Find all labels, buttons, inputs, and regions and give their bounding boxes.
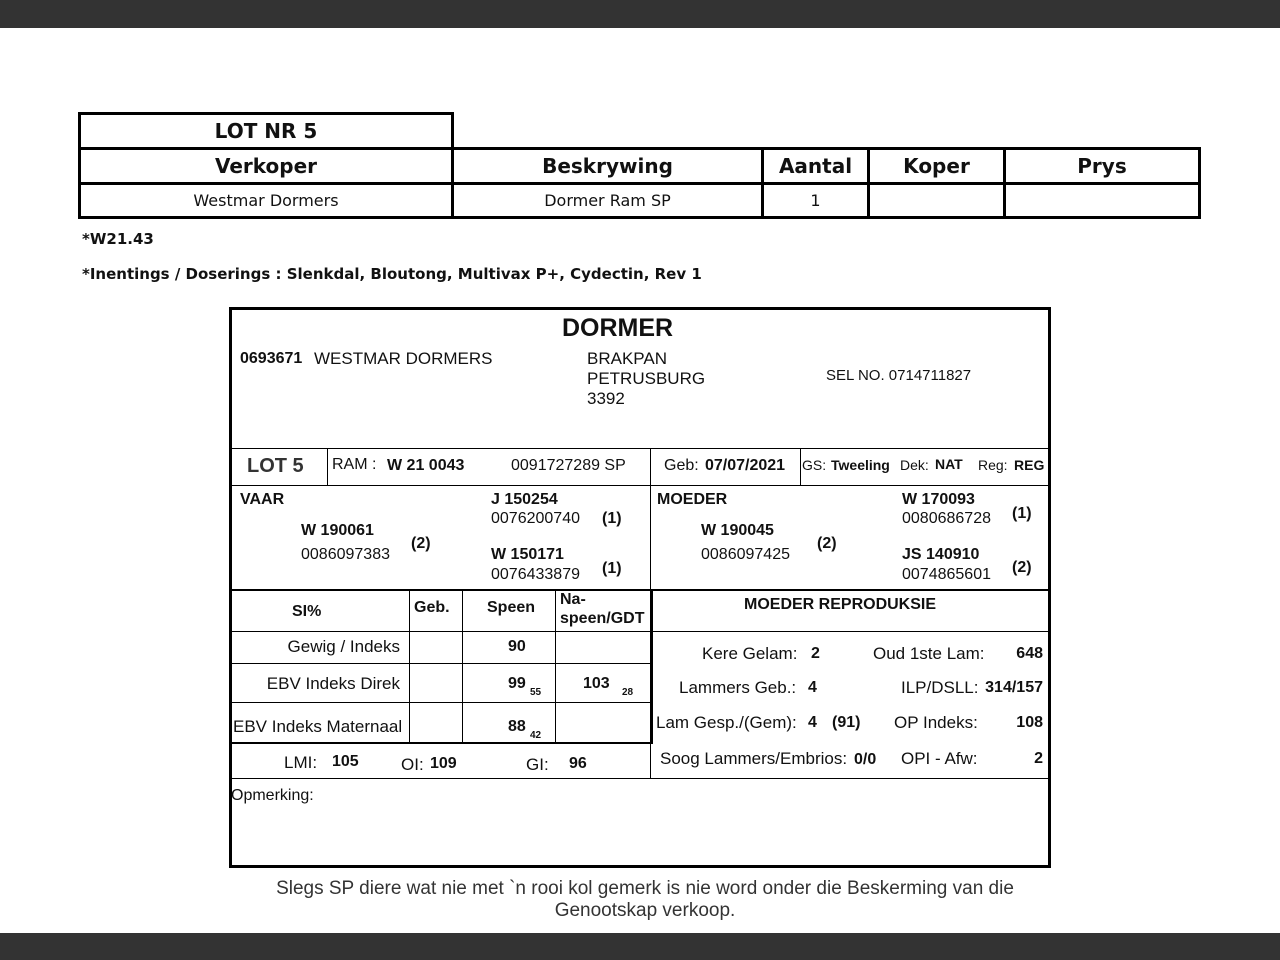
divider <box>232 631 1048 632</box>
divider <box>232 485 1048 486</box>
soog-value: 0/0 <box>854 751 877 768</box>
geb-header: Geb. <box>414 599 450 616</box>
moeder-sire-id: W 170093 <box>902 491 975 508</box>
vaar-id: W 190061 <box>301 522 374 539</box>
divider <box>462 589 463 743</box>
ilp-value: 314/157 <box>985 679 1043 696</box>
moeder-label: MOEDER <box>657 491 728 508</box>
oud-lam-value: 648 <box>1016 645 1043 662</box>
moeder-dam-reg: 0074865601 <box>902 566 991 583</box>
sel-number: SEL NO. 0714711827 <box>826 367 972 384</box>
value-prys <box>1003 182 1201 219</box>
lammers-geb-value: 4 <box>808 679 817 696</box>
breed-title: DORMER <box>562 314 674 342</box>
moeder-repro-title: MOEDER REPRODUKSIE <box>744 596 937 613</box>
row-direk-naspeen-sub: 28 <box>622 687 634 698</box>
divider <box>232 663 650 664</box>
row-maternaal-label: EBV Indeks Maternaal <box>233 717 403 736</box>
bottom-bar <box>0 933 1280 960</box>
row-direk-speen: 99 <box>508 675 526 692</box>
ram-label: RAM : <box>332 456 377 473</box>
divider <box>232 742 650 744</box>
vaar-reg: 0086097383 <box>301 546 390 563</box>
vaar-count: (2) <box>411 535 431 552</box>
oud-lam-label: Oud 1ste Lam: <box>873 644 985 663</box>
opmerking-label: Opmerking: <box>231 787 314 804</box>
row-gewig-label: Gewig / Indeks <box>287 637 400 656</box>
vaar-label: VAAR <box>240 491 285 508</box>
lam-gesp-value: 4 <box>808 714 817 731</box>
moeder-sire-count: (1) <box>1012 505 1032 522</box>
reg-label: Reg: <box>978 457 1008 473</box>
opi-afw-label: OPI - Afw: <box>901 749 978 768</box>
si-header: SI% <box>292 603 322 620</box>
soog-label: Soog Lammers/Embrios: <box>660 749 848 768</box>
row-maternaal-speen-sub: 42 <box>530 730 542 741</box>
vaar-sire-count: (1) <box>602 510 622 527</box>
lam-gesp-gem: (91) <box>832 714 861 731</box>
moeder-id: W 190045 <box>701 522 774 539</box>
row-gewig-speen: 90 <box>508 638 526 655</box>
divider <box>800 448 801 485</box>
moeder-count: (2) <box>817 535 837 552</box>
address-line-1: BRAKPAN <box>587 349 667 368</box>
vaar-dam-id: W 150171 <box>491 546 564 563</box>
vaar-dam-reg: 0076433879 <box>491 566 580 583</box>
header-verkoper: Verkoper <box>78 147 454 185</box>
divider <box>409 589 410 743</box>
gs-label: GS: <box>802 457 827 473</box>
divider <box>232 702 650 703</box>
divider <box>327 448 328 485</box>
opi-afw-value: 2 <box>1034 750 1043 767</box>
header-koper: Koper <box>867 147 1006 185</box>
header-aantal: Aantal <box>761 147 870 185</box>
dek-label: Dek: <box>900 457 929 473</box>
geb-label: Geb: <box>664 457 699 474</box>
lot-title: LOT NR 5 <box>78 112 454 150</box>
lmi-label: LMI: <box>284 753 318 772</box>
gi-value: 96 <box>569 755 587 772</box>
op-indeks-value: 108 <box>1016 714 1043 731</box>
reg-value: REG <box>1014 457 1045 473</box>
lot-label: LOT 5 <box>247 455 304 477</box>
oi-value: 109 <box>430 755 457 772</box>
kere-gelam-value: 2 <box>811 645 820 662</box>
divider <box>232 778 1048 779</box>
inentings-note: *Inentings / Doserings : Slenkdal, Bloutong, Multivax P+, Cydectin, Rev 1 <box>82 265 702 283</box>
divider <box>232 589 1048 591</box>
address-line-3: 3392 <box>587 389 625 408</box>
row-direk-naspeen: 103 <box>583 675 610 692</box>
value-aantal: 1 <box>761 182 870 219</box>
moeder-sire-reg: 0080686728 <box>902 510 991 527</box>
vaar-dam-count: (1) <box>602 560 622 577</box>
value-koper <box>867 182 1006 219</box>
ilp-label: ILP/DSLL: <box>901 678 979 697</box>
header-prys: Prys <box>1003 147 1201 185</box>
moeder-dam-id: JS 140910 <box>902 546 980 563</box>
naspeen-header-line1: Na- <box>560 591 586 608</box>
breeder-name: WESTMAR DORMERS <box>314 349 493 368</box>
moeder-dam-count: (2) <box>1012 559 1032 576</box>
footer-disclaimer: Slegs SP diere wat nie met `n rooi kol gemerk is nie word onder die Beskerming van die Genootskap verkoop. <box>276 878 1014 921</box>
value-verkoper: Westmar Dormers <box>78 182 454 219</box>
divider <box>232 448 1048 449</box>
speen-header: Speen <box>487 599 536 616</box>
divider <box>651 589 653 744</box>
op-indeks-label: OP Indeks: <box>894 713 978 732</box>
row-direk-label: EBV Indeks Direk <box>266 674 400 693</box>
lmi-value: 105 <box>332 753 359 770</box>
gi-label: GI: <box>526 755 549 774</box>
divider <box>555 589 556 743</box>
lammers-geb-label: Lammers Geb.: <box>679 678 797 697</box>
value-beskrywing: Dormer Ram SP <box>451 182 764 219</box>
naspeen-header-line2: speen/GDT <box>560 610 645 627</box>
animal-card <box>229 307 1051 868</box>
ram-reg: 0091727289 SP <box>511 457 626 474</box>
lam-gesp-label: Lam Gesp./(Gem): <box>656 713 797 732</box>
ram-id: W 21 0043 <box>387 457 465 474</box>
address-line-2: PETRUSBURG <box>587 369 706 388</box>
kere-gelam-label: Kere Gelam: <box>702 644 798 663</box>
header-beskrywing: Beskrywing <box>451 147 764 185</box>
vaar-sire-id: J 150254 <box>491 491 558 508</box>
gs-value: Tweeling <box>831 457 890 473</box>
animal-id-note: *W21.43 <box>82 230 154 248</box>
oi-label: OI: <box>401 755 424 774</box>
breeder-number: 0693671 <box>240 350 303 367</box>
top-bar <box>0 0 1280 28</box>
row-maternaal-speen: 88 <box>508 718 526 735</box>
row-direk-speen-sub: 55 <box>530 687 542 698</box>
vaar-sire-reg: 0076200740 <box>491 510 580 527</box>
dek-value: NAT <box>935 456 963 472</box>
moeder-reg: 0086097425 <box>701 546 790 563</box>
geb-date: 07/07/2021 <box>705 457 786 474</box>
